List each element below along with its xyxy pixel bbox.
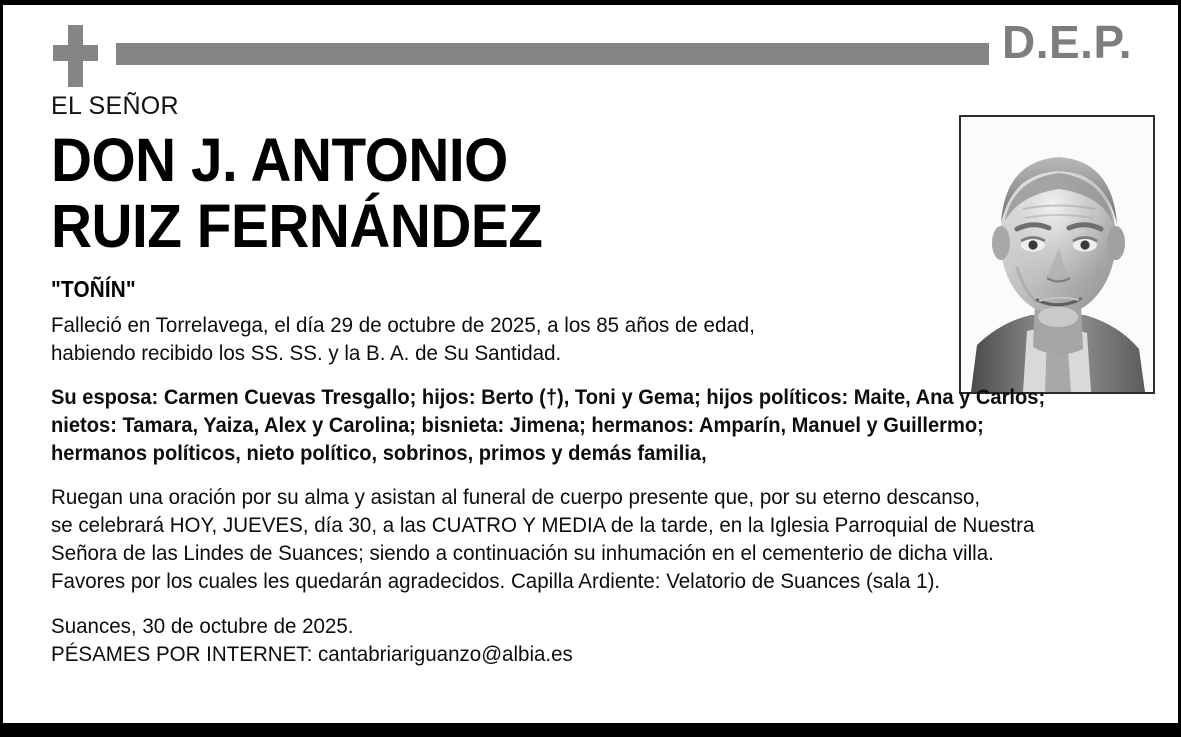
honorific-label: EL SEÑOR (51, 92, 179, 120)
funeral-line-4: Favores por los cuales les quedarán agradecidos. Capilla Ardiente: Velatorio de Suances (sala 1). (51, 568, 941, 593)
family-paragraph (51, 384, 1046, 468)
deceased-name-line-2: RUIZ FERNÁNDEZ (51, 191, 543, 260)
closing-location-date: Suances, 30 de octubre de 2025. (51, 613, 354, 638)
notice-inner (3, 5, 1178, 723)
family-line-3: hermanos políticos, nieto político, sobrinos, primos y demás familia, (51, 441, 707, 466)
closing-internet-condolences: PÉSAMES POR INTERNET: cantabriariguanzo@albia.es (51, 641, 573, 666)
deceased-nickname: "TOÑÍN" (51, 276, 136, 303)
funeral-paragraph (51, 484, 1035, 596)
death-info-paragraph (51, 312, 1035, 368)
closing-paragraph (51, 613, 1035, 669)
deceased-name-line-1: DON J. ANTONIO (51, 126, 508, 195)
dep-label: D.E.P. (1002, 16, 1132, 68)
notice-body (51, 91, 1081, 669)
family-line-1: Su esposa: Carmen Cuevas Tresgallo; hijos: Berto (†), Toni y Gema; hijos políticos: Maite, Ana y Carlos; (51, 385, 1046, 410)
family-line-2: nietos: Tamara, Yaiza, Alex y Carolina; bisnieta: Jimena; hermanos: Amparín, Manuel y Guillermo; (51, 413, 984, 438)
death-info-line-1: Falleció en Torrelavega, el día 29 de octubre de 2025, a los 85 años de edad, (51, 313, 755, 338)
funeral-line-1: Ruegan una oración por su alma y asistan al funeral de cuerpo presente que, por su eterno descanso, (51, 485, 981, 510)
notice-header (51, 5, 1140, 91)
funeral-line-2: se celebrará HOY, JUEVES, día 30, a las CUATRO Y MEDIA de la tarde, en la Iglesia Parroquial de Nuestra (51, 512, 1035, 537)
header-rule (116, 43, 989, 65)
funeral-line-3: Señora de las Lindes de Suances; siendo a continuación su inhumación en el cementerio de dicha villa. (51, 540, 994, 565)
cross-icon (51, 25, 99, 87)
deceased-name (51, 126, 1081, 260)
death-info-line-2: habiendo recibido los SS. SS. y la B. A. de Su Santidad. (51, 341, 562, 366)
cross-horizontal-bar (53, 45, 98, 61)
